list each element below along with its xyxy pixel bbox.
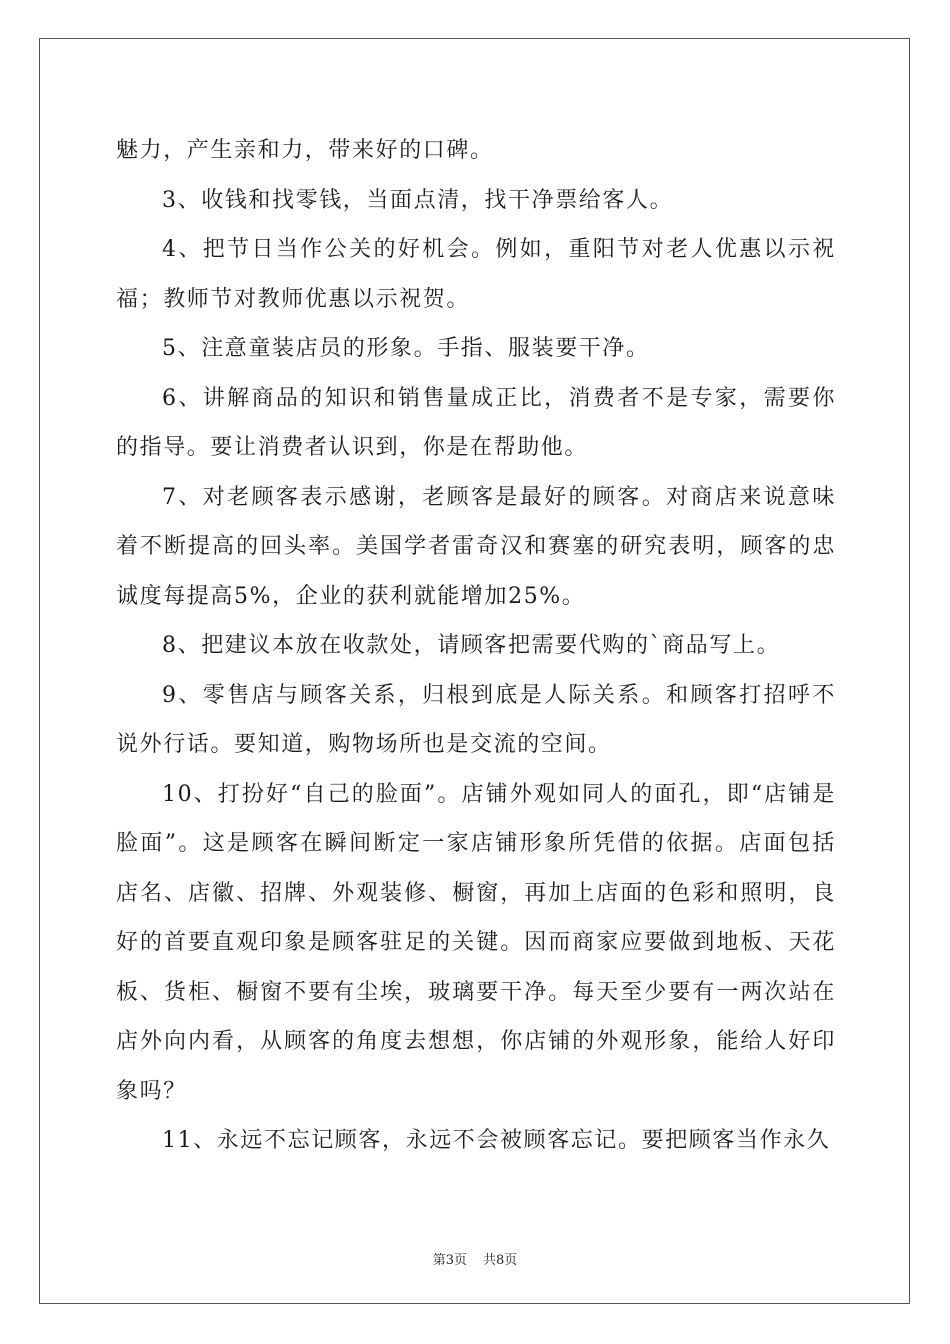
paragraph-item-9: 9、零售店与顾客关系，归根到底是人际关系。和顾客打招呼不说外行话。要知道，购物场所也是交流的空间。	[116, 682, 836, 757]
page-number-total: 共8页	[483, 1253, 518, 1268]
page-number-current: 第3页	[432, 1253, 467, 1268]
paragraph-item-11: 11、永远不忘记顾客，永远不会被顾客忘记。要把顾客当作永久	[162, 1128, 831, 1153]
paragraph-continuation: 魅力，产生亲和力，带来好的口碑。	[116, 138, 494, 163]
paragraph-item-7: 7、对老顾客表示感谢，老顾客是最好的顾客。对商店来说意味着不断提高的回头率。美国学者雷奇汉和赛塞的研究表明，顾客的忠诚度每提高5%，企业的获利就能增加25%。	[116, 484, 836, 609]
page-footer	[0, 1249, 950, 1268]
paragraph-item-8: 8、把建议本放在收款处，请顾客把需要代购的`商品写上。	[162, 633, 781, 658]
paragraph-item-10: 10、打扮好“自己的脸面”。店铺外观如同人的面孔，即“店铺是脸面”。这是顾客在瞬间断定一家店铺形象所凭借的依据。店面包括店名、店徽、招牌、外观装修、橱窗，再加上店面的色彩和照明，良好的首要直观印象是顾客驻足的关键。因而商家应要做到地板、天花板、货柜、橱窗不要有尘埃，玻璃要干净。每天至少要有一两次站在店外向内看，从顾客的角度去想想，你店铺的外观形象，能给人好印象吗？	[116, 781, 836, 1104]
paragraph-item-5: 5、注意童装店员的形象。手指、服装要干净。	[162, 336, 650, 361]
paragraph-item-4: 4、把节日当作公关的好机会。例如，重阳节对老人优惠以示祝福；教师节对教师优惠以示祝贺。	[116, 237, 836, 312]
paragraph-item-3: 3、收钱和找零钱，当面点清，找干净票给客人。	[162, 187, 674, 213]
document-body	[116, 126, 836, 1166]
paragraph-item-6: 6、讲解商品的知识和销售量成正比，消费者不是专家，需要你的指导。要让消费者认识到，你是在帮助他。	[116, 385, 836, 460]
